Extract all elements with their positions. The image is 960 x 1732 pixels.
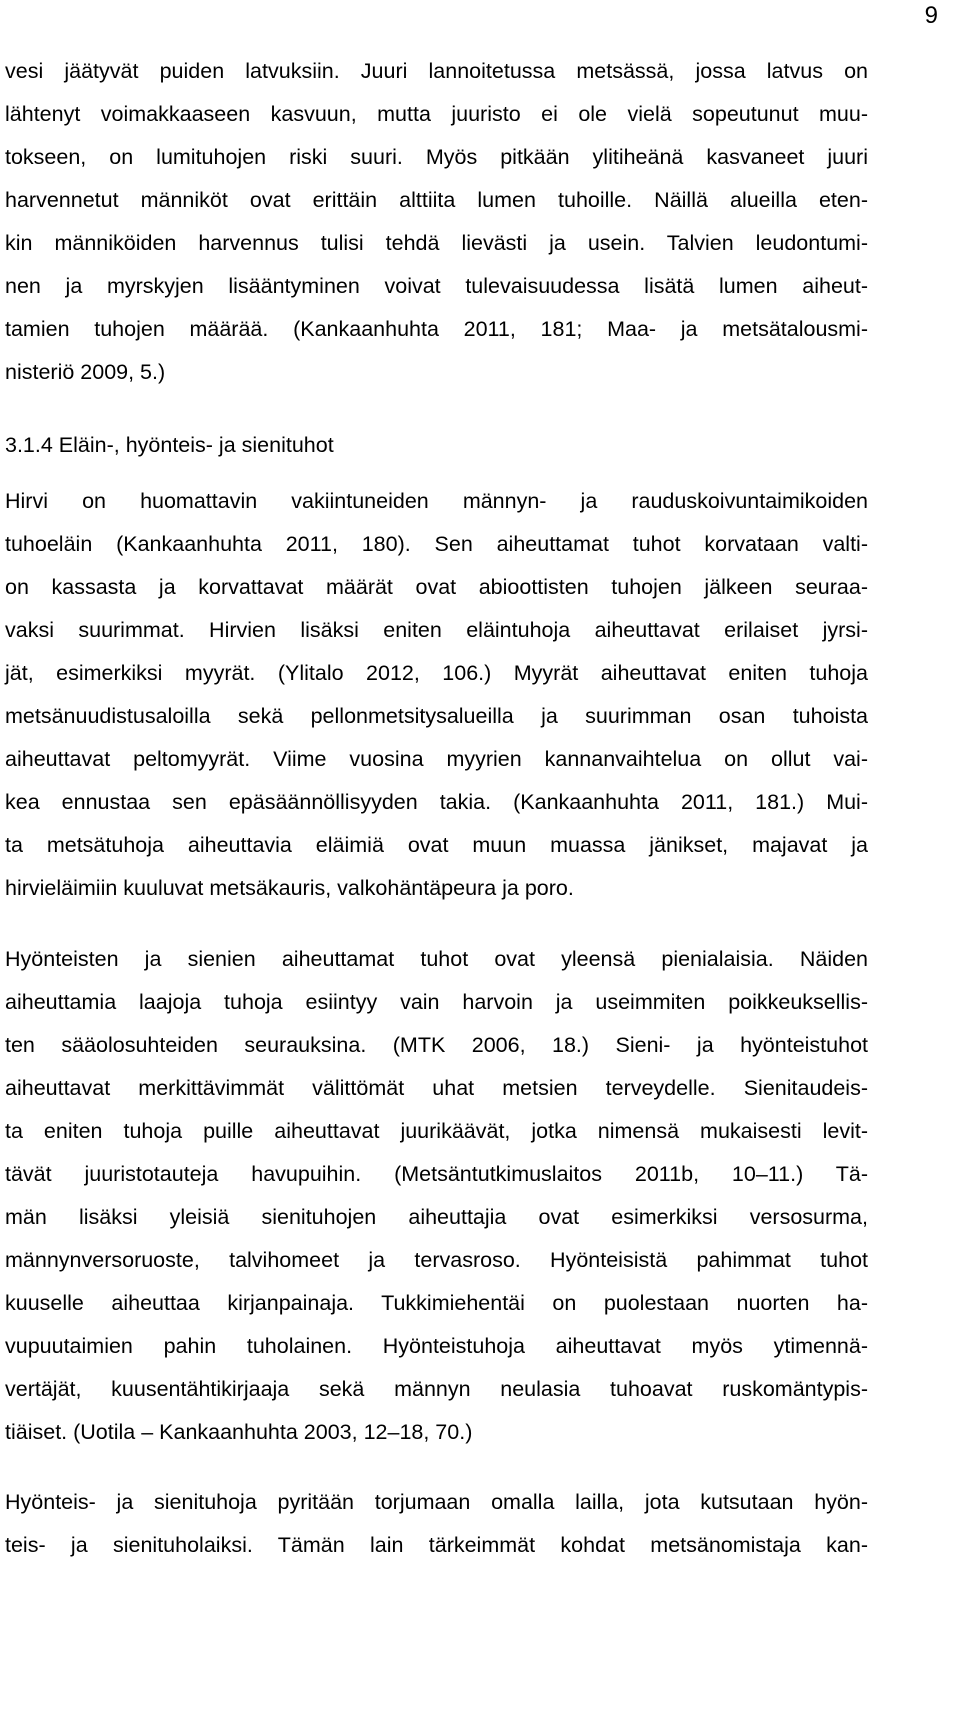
text-line: teis- ja sienituholaiksi. Tämän lain tärkeimmät kohdat metsänomistaja kan- <box>5 1533 868 1557</box>
text-line: nisteriö 2009, 5.) <box>5 360 166 384</box>
page-number: 9 <box>924 2 938 29</box>
text-line: vesi jäätyvät puiden latvuksiin. Juuri lannoitetussa metsässä, jossa latvus on <box>5 59 868 83</box>
text-line: aiheuttavat merkittävimmät välittömät uhat metsien terveydelle. Sienitaudeis- <box>5 1076 868 1100</box>
text-line: metsänuudistusaloilla sekä pellonmetsitysalueilla ja suurimman osan tuhoista <box>5 704 868 728</box>
text-line: männynversoruoste, talvihomeet ja tervasroso. Hyönteisistä pahimmat tuhot <box>5 1248 868 1272</box>
text-line: jät, esimerkiksi myyrät. (Ylitalo 2012, 106.) Myyrät aiheuttavat eniten tuhoja <box>5 661 868 685</box>
section-heading: 3.1.4 Eläin-, hyönteis- ja sienituhot <box>5 433 334 457</box>
text-line: aiheuttavat peltomyyrät. Viime vuosina myyrien kannanvaihtelua on ollut vai- <box>5 747 868 771</box>
text-line: ten sääolosuhteiden seurauksina. (MTK 2006, 18.) Sieni- ja hyönteistuhot <box>5 1033 868 1057</box>
text-line: vaksi suurimmat. Hirvien lisäksi eniten eläintuhoja aiheuttavat erilaiset jyrsi- <box>5 618 868 642</box>
text-line: kin männiköiden harvennus tulisi tehdä lievästi ja usein. Talvien leudontumi- <box>5 231 868 255</box>
text-line: aiheuttamia laajoja tuhoja esiintyy vain harvoin ja useimmiten poikkeuksellis- <box>5 990 868 1014</box>
text-line: ta metsätuhoja aiheuttavia eläimiä ovat muun muassa jänikset, majavat ja <box>5 833 868 857</box>
text-line: Hyönteis- ja sienituhoja pyritään torjumaan omalla lailla, jota kutsutaan hyön- <box>5 1490 868 1514</box>
text-line: nen ja myrskyjen lisääntyminen voivat tulevaisuudessa lisätä lumen aiheut- <box>5 274 868 298</box>
text-line: Hyönteisten ja sienien aiheuttamat tuhot ovat yleensä pienialaisia. Näiden <box>5 947 868 971</box>
text-line: lähtenyt voimakkaaseen kasvuun, mutta juuristo ei ole vielä sopeutunut muu- <box>5 102 868 126</box>
text-line: kea ennustaa sen epäsäännöllisyyden takia. (Kankaanhuhta 2011, 181.) Mui- <box>5 790 868 814</box>
text-line: harvennetut männiköt ovat erittäin alttiita lumen tuhoille. Näillä alueilla eten- <box>5 188 868 212</box>
text-line: tiäiset. (Uotila – Kankaanhuhta 2003, 12–18, 70.) <box>5 1420 473 1444</box>
text-line: on kassasta ja korvattavat määrät ovat abioottisten tuhojen jälkeen seuraa- <box>5 575 868 599</box>
text-line: hirvieläimiin kuuluvat metsäkauris, valkohäntäpeura ja poro. <box>5 876 574 900</box>
text-line: män lisäksi yleisiä sienituhojen aiheuttajia ovat esimerkiksi versosurma, <box>5 1205 868 1229</box>
text-line: tävät juuristotauteja havupuihin. (Metsäntutkimuslaitos 2011b, 10–11.) Tä- <box>5 1162 868 1186</box>
text-line: tuhoeläin (Kankaanhuhta 2011, 180). Sen aiheuttamat tuhot korvataan valti- <box>5 532 868 556</box>
text-line: tamien tuhojen määrää. (Kankaanhuhta 2011, 181; Maa- ja metsätalousmi- <box>5 317 868 341</box>
text-line: vupuutaimien pahin tuholainen. Hyönteistuhoja aiheuttavat myös ytimennä- <box>5 1334 868 1358</box>
text-line: tokseen, on lumituhojen riski suuri. Myös pitkään ylitiheänä kasvaneet juuri <box>5 145 868 169</box>
text-line: kuuselle aiheuttaa kirjanpainaja. Tukkimiehentäi on puolestaan nuorten ha- <box>5 1291 868 1315</box>
text-line: ta eniten tuhoja puille aiheuttavat juurikäävät, jotka nimensä mukaisesti levit- <box>5 1119 868 1143</box>
text-line: Hirvi on huomattavin vakiintuneiden männyn- ja rauduskoivuntaimikoiden <box>5 489 868 513</box>
text-line: vertäjät, kuusentähtikirjaaja sekä männyn neulasia tuhoavat ruskomäntypis- <box>5 1377 868 1401</box>
